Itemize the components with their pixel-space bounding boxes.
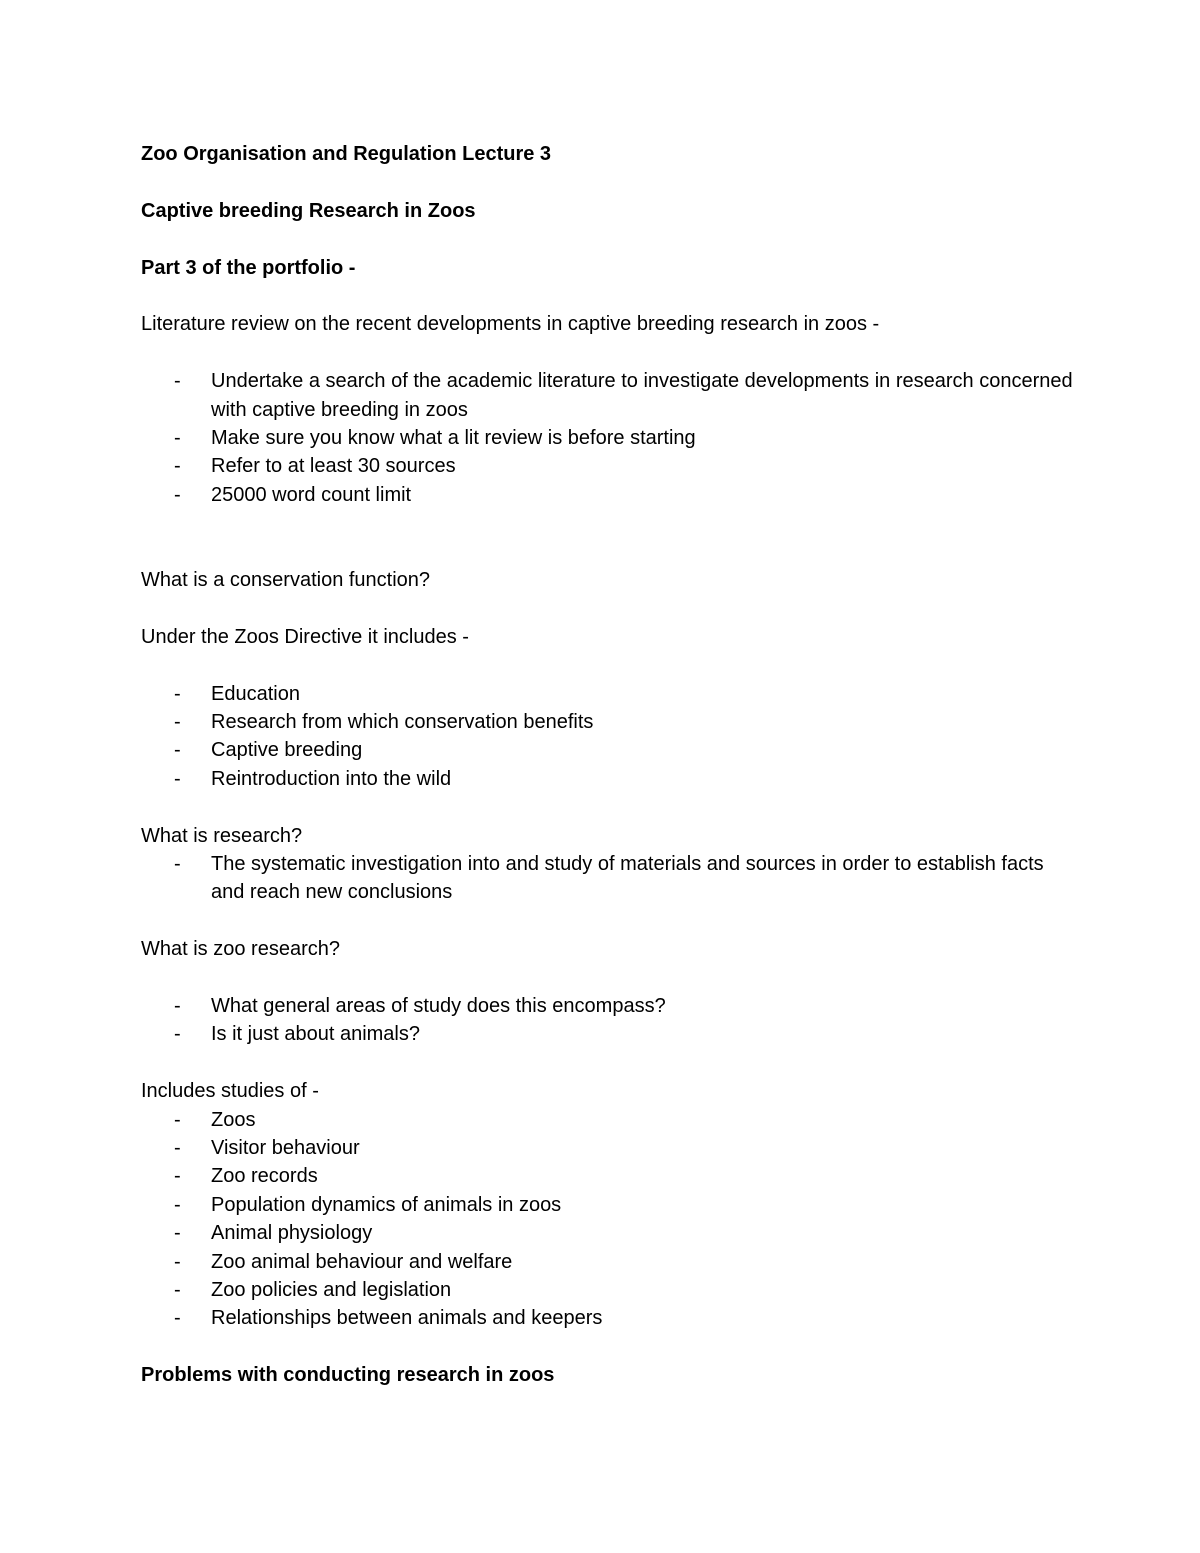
dash-bullet: -	[174, 1222, 181, 1245]
list-item: - Reintroduction into the wild	[141, 765, 1081, 793]
dash-bullet: -	[174, 455, 181, 478]
zoo-research-question: What is zoo research?	[141, 938, 340, 961]
list-item: - Zoo records	[141, 1162, 1081, 1190]
list-item: - Make sure you know what a lit review is before starting	[141, 424, 1081, 452]
list-item: - Refer to at least 30 sources	[141, 452, 1081, 480]
list-item: - Undertake a search of the academic literature to investigate developments in research concerned with captive breeding in zoos	[141, 367, 1081, 424]
list-item: - The systematic investigation into and study of materials and sources in order to establish facts and reach new conclusions	[141, 850, 1081, 907]
zoos-directive-intro: Under the Zoos Directive it includes -	[141, 625, 469, 648]
dash-bullet: -	[174, 853, 181, 876]
includes-intro: Includes studies of -	[141, 1080, 319, 1103]
section-heading-captive-breeding: Captive breeding Research in Zoos	[141, 199, 476, 222]
dash-bullet: -	[174, 767, 181, 790]
list-item: - Population dynamics of animals in zoos	[141, 1191, 1081, 1219]
section-heading-part-3: Part 3 of the portfolio -	[141, 256, 356, 279]
document-page	[141, 140, 1081, 1390]
dash-bullet: -	[174, 483, 181, 506]
dash-bullet: -	[174, 1193, 181, 1216]
list-item: - Zoos	[141, 1106, 1081, 1134]
list-item: - 25000 word count limit	[141, 481, 1081, 509]
lit-review-intro: Literature review on the recent developments in captive breeding research in zoos -	[141, 313, 880, 336]
research-list	[141, 850, 1081, 907]
dash-bullet: -	[174, 1307, 181, 1330]
dash-bullet: -	[174, 1137, 181, 1160]
conservation-question: What is a conservation function?	[141, 569, 431, 591]
list-item: - Animal physiology	[141, 1219, 1081, 1247]
list-item: - Visitor behaviour	[141, 1134, 1081, 1162]
research-question: What is research?	[141, 824, 303, 847]
dash-bullet: -	[174, 1279, 181, 1302]
list-item: - What general areas of study does this encompass?	[141, 992, 1081, 1020]
dash-bullet: -	[174, 995, 181, 1018]
list-item: - Zoo policies and legislation	[141, 1276, 1081, 1304]
list-item: - Research from which conservation benefits	[141, 708, 1081, 736]
dash-bullet: -	[174, 1108, 181, 1131]
dash-bullet: -	[174, 427, 181, 449]
list-item: - Zoo animal behaviour and welfare	[141, 1248, 1081, 1276]
lit-review-list	[141, 367, 1081, 509]
dash-bullet: -	[174, 711, 181, 733]
dash-bullet: -	[174, 682, 181, 705]
dash-bullet: -	[174, 739, 181, 762]
document-title: Zoo Organisation and Regulation Lecture 3	[141, 143, 552, 165]
list-item: - Captive breeding	[141, 736, 1081, 764]
dash-bullet: -	[174, 1165, 181, 1188]
zoos-directive-list	[141, 680, 1081, 794]
list-item: - Is it just about animals?	[141, 1020, 1081, 1048]
dash-bullet: -	[174, 1250, 181, 1273]
list-item: - Relationships between animals and keepers	[141, 1304, 1081, 1332]
section-heading-problems: Problems with conducting research in zoos	[141, 1364, 555, 1387]
zoo-research-list	[141, 992, 1081, 1049]
includes-list	[141, 1106, 1081, 1333]
dash-bullet: -	[174, 370, 181, 393]
list-item: - Education	[141, 680, 1081, 708]
dash-bullet: -	[174, 1023, 181, 1046]
